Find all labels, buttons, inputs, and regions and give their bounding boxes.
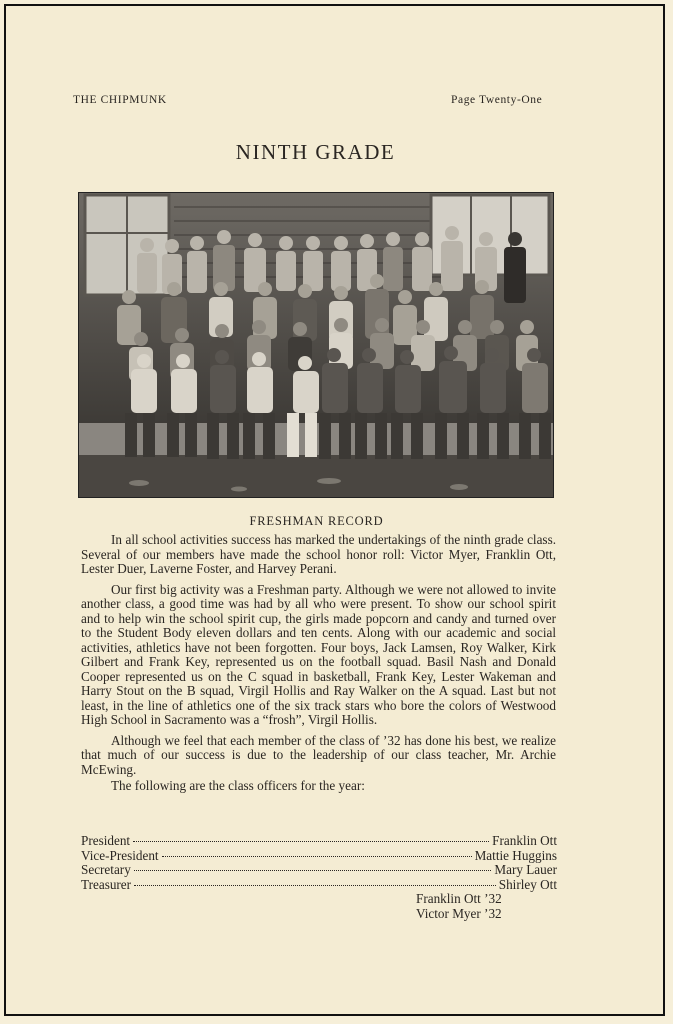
page-title: NINTH GRADE — [235, 140, 396, 164]
officer-row — [81, 878, 557, 893]
officer-role: Treasurer — [81, 876, 132, 892]
officer-row — [81, 834, 557, 849]
author-signatures — [416, 891, 502, 921]
paragraph: In all school activities success has marked the undertakings of the ninth grade class. Several of our members have made the school honor roll: Victor Myer, Franklin Ott, Lester Duer, Laverne Foster, and Harvey Perani. — [81, 532, 556, 576]
officer-name: Shirley Ott — [498, 876, 557, 892]
publication-name: THE CHIPMUNK — [73, 94, 167, 106]
officer-role: President — [81, 833, 131, 848]
officer-role: Vice-President — [81, 847, 159, 863]
class-group-photo — [78, 192, 554, 498]
page-number: Page Twenty-One — [451, 94, 543, 106]
officer-name: Mattie Huggins — [474, 847, 557, 863]
author-name: Franklin Ott ’32 — [416, 891, 502, 906]
paragraph: The following are the class officers for the year: — [111, 778, 365, 793]
officer-name: Mary Lauer — [494, 862, 557, 877]
paragraph: Although we feel that each member of the class of ’32 has done his best, we realize that much of our success is due to the leadership of our class teacher, Mr. Archie McEwing. — [81, 732, 556, 777]
class-photo-image — [79, 193, 554, 498]
dot-leader — [134, 870, 492, 871]
dot-leader — [162, 856, 472, 857]
officer-row — [81, 863, 557, 878]
dot-leader — [133, 841, 489, 842]
author-name: Victor Myer ’32 — [416, 906, 502, 921]
paragraph: Our first big activity was a Freshman party. Although we were not allowed to invite another class, a good time was had by all who were present. To show our school spirit and to help win the school spirit cup, the girls made popcorn and candy and turned over to the Student Body eleven dollars and ten cents. Along with our academic and social activities, athletics have not been forgotten. Four boys, Jack Lamsen, Roy Walker, Kirk Gilbert and Frank Key, represented us on the football squad. Basil Nash and Donald Cooper represented us on the C squad in basketball, Frank Key, Lester Wakeman and Harry Stout on the B squad, Virgil Hollis and Ray Walker on the A squad. Last but not least, in the line of athletics one of the six track stars who bore the colors of Westwood High School in Sacramento was a “frosh”, Virgil Hollis. — [81, 581, 556, 727]
officer-role: Secretary — [81, 862, 131, 877]
article-body — [81, 533, 556, 800]
officer-list — [81, 834, 557, 892]
dot-leader — [134, 885, 496, 886]
section-heading: FRESHMAN RECORD — [249, 514, 384, 528]
officer-row — [81, 849, 557, 864]
officer-name: Franklin Ott — [492, 833, 557, 848]
